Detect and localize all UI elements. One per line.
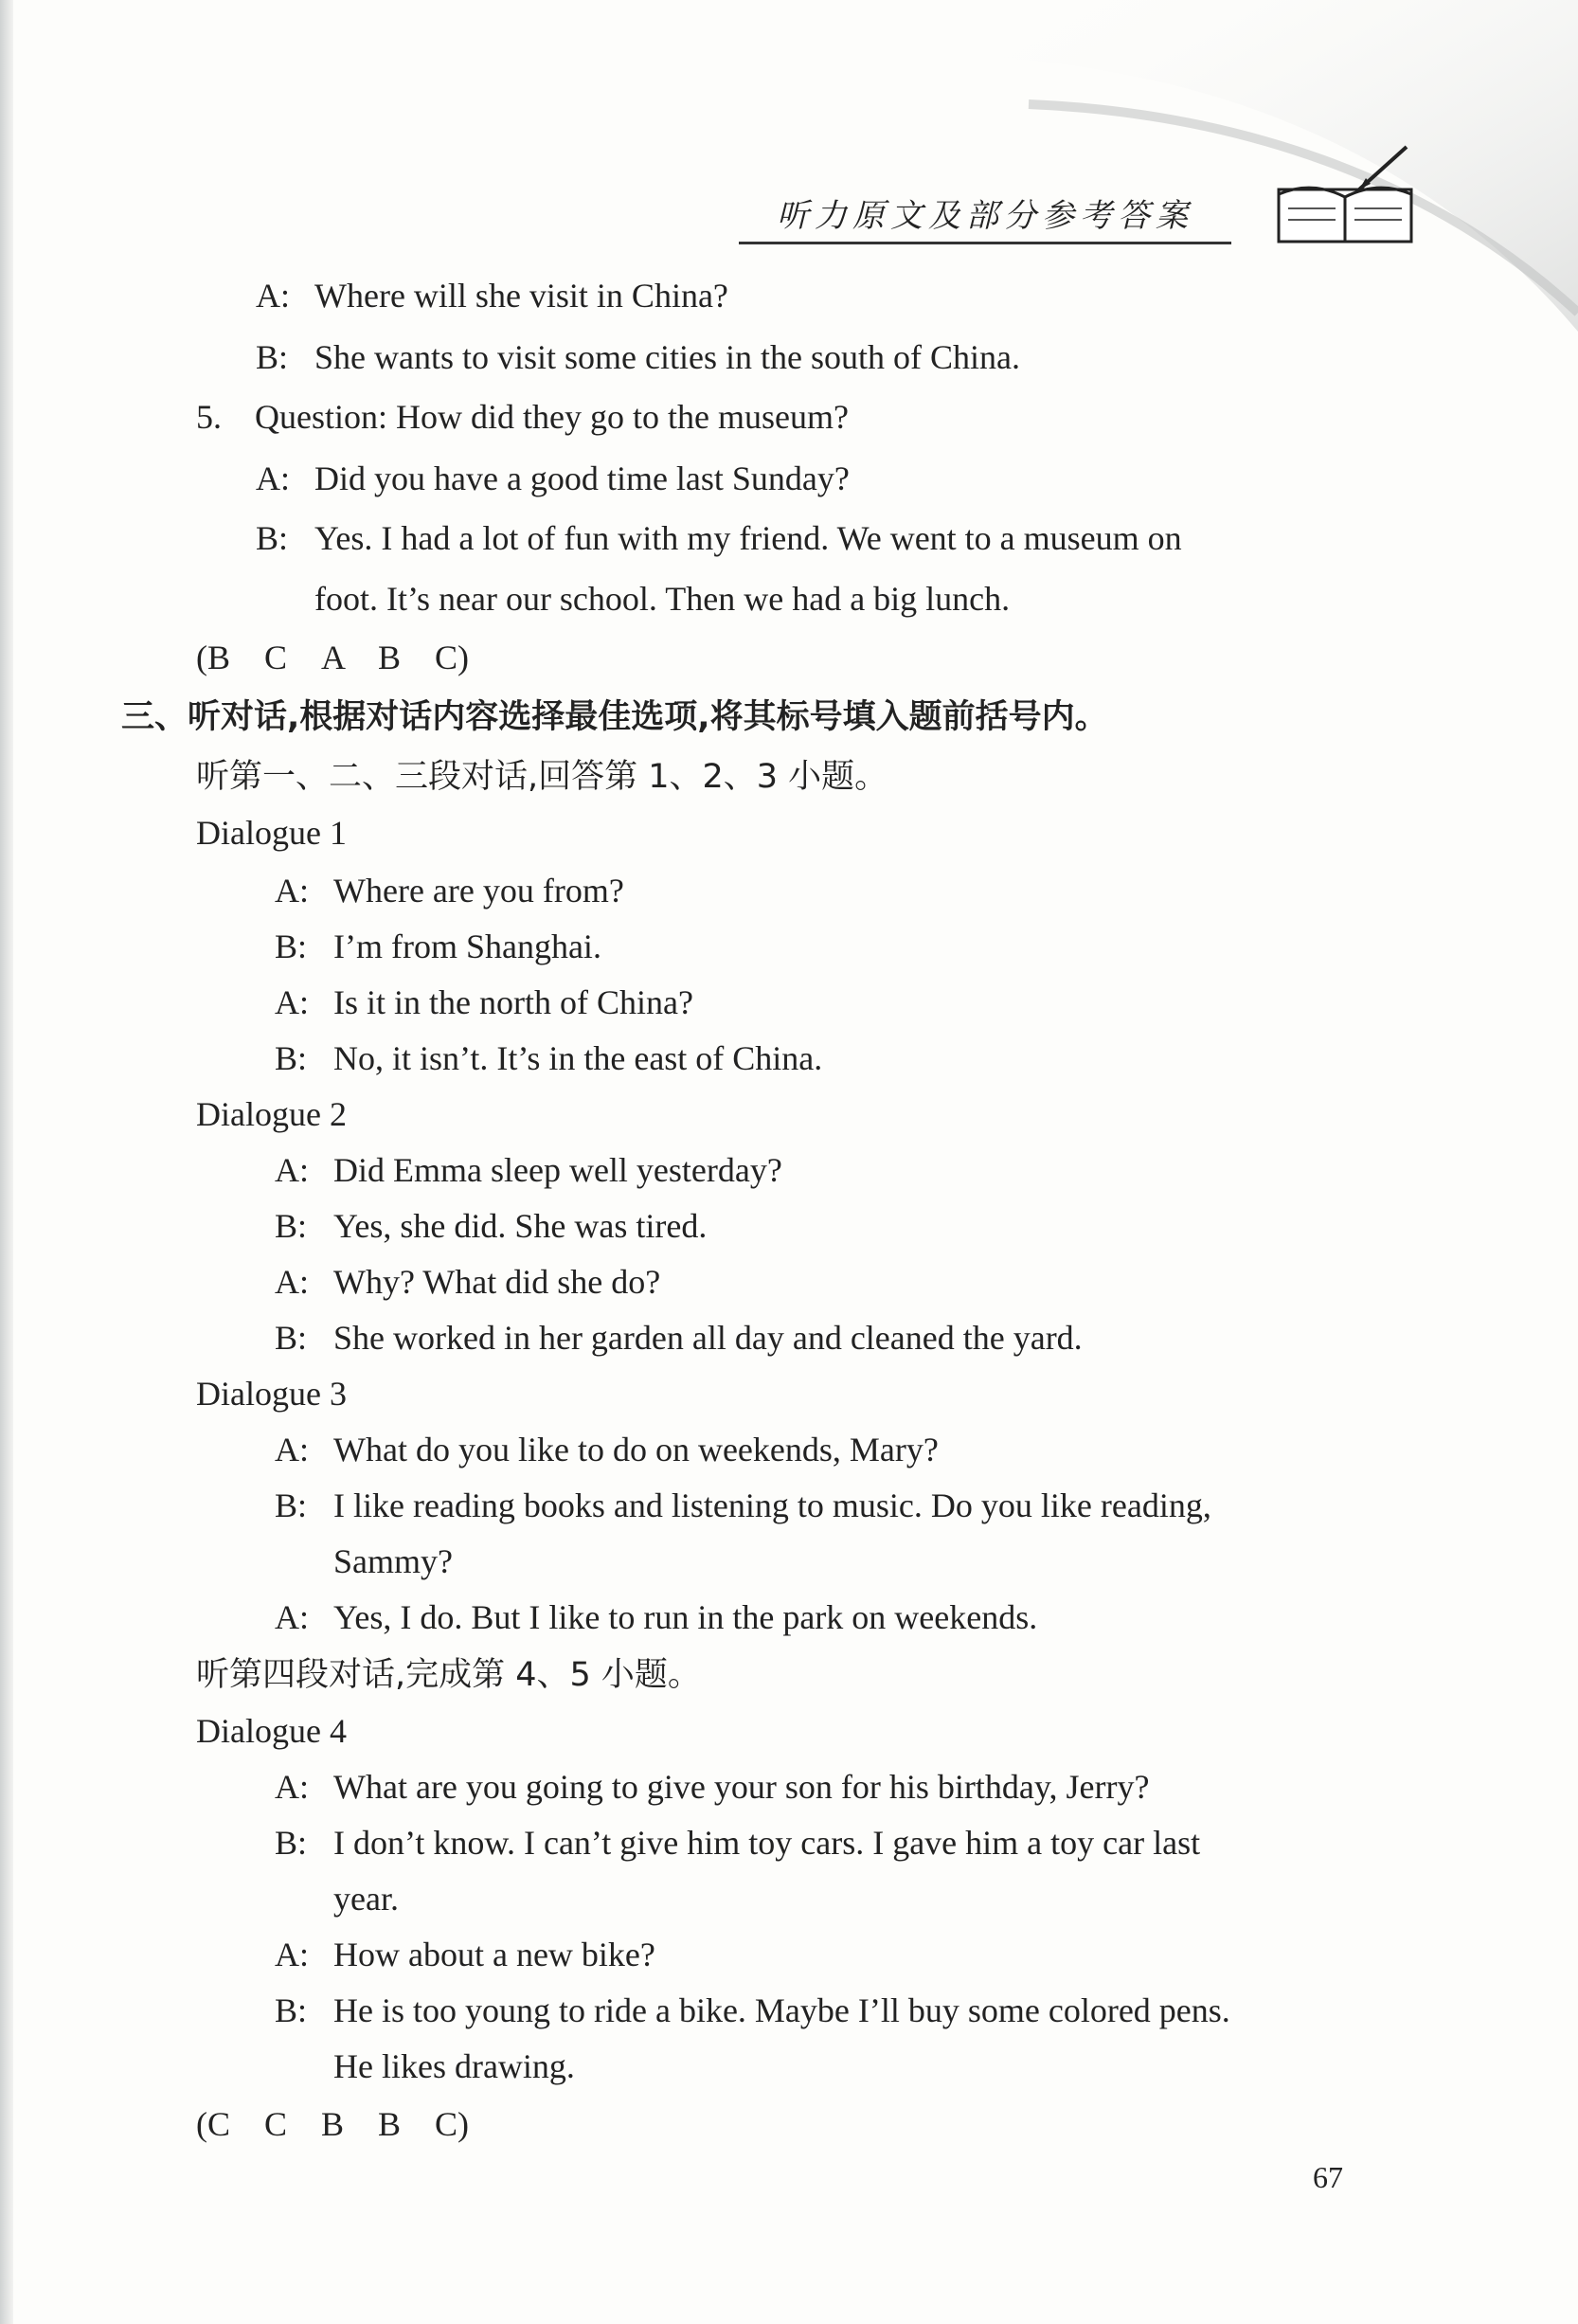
- speaker-label: A:: [275, 1768, 309, 1806]
- dialogue-line: [275, 1485, 1211, 1526]
- dialogue-title: Dialogue 2: [196, 1095, 347, 1133]
- dialogue-text: No, it isn’t. It’s in the east of China.: [333, 1039, 823, 1077]
- book-pen-icon: [1269, 142, 1421, 256]
- question-number: 5.: [196, 398, 222, 436]
- speaker-label: A:: [275, 872, 309, 910]
- dialogue-text: Yes. I had a lot of fun with my friend. We went to a museum on: [314, 519, 1182, 557]
- dialogue-line: [275, 1822, 1200, 1864]
- dialogue-line: [275, 1317, 1083, 1359]
- dialogue-line: [256, 517, 1182, 559]
- page-edge-shadow: [0, 0, 13, 2324]
- dialogue-title: Dialogue 3: [196, 1375, 347, 1413]
- dialogue-continuation: foot. It’s near our school. Then we had a big lunch.: [314, 580, 1011, 618]
- speaker-label: B:: [275, 1207, 308, 1245]
- instruction: 听第一、二、三段对话,回答第 1、2、3 小题。: [196, 758, 888, 796]
- dialogue-text: Did Emma sleep well yesterday?: [333, 1151, 782, 1189]
- speaker-label: A:: [275, 983, 309, 1021]
- dialogue-text: Did you have a good time last Sunday?: [314, 459, 850, 497]
- speaker-label: A:: [256, 277, 290, 315]
- dialogue-line: [256, 458, 850, 499]
- page-number: 67: [1313, 2160, 1343, 2194]
- dialogue-line: [256, 336, 1020, 378]
- speaker-label: A:: [275, 1598, 309, 1636]
- dialogue-text: She wants to visit some cities in the south of China.: [314, 338, 1020, 376]
- dialogue-title: Dialogue 4: [196, 1712, 347, 1750]
- speaker-label: A:: [275, 1263, 309, 1301]
- dialogue-text: He is too young to ride a bike. Maybe I’ll buy some colored pens.: [333, 1991, 1230, 2029]
- dialogue-line: [275, 1429, 939, 1470]
- dialogue-continuation: Sammy?: [333, 1542, 453, 1580]
- speaker-label: B:: [275, 1486, 308, 1524]
- dialogue-text: Is it in the north of China?: [333, 983, 693, 1021]
- section-heading: 三、听对话,根据对话内容选择最佳选项,将其标号填入题前括号内。: [121, 698, 1108, 736]
- speaker-label: A:: [275, 1431, 309, 1468]
- dialogue-continuation: year.: [333, 1880, 399, 1918]
- dialogue-continuation: He likes drawing.: [333, 2047, 575, 2085]
- question-5: [196, 396, 849, 438]
- dialogue-text: Yes, she did. She was tired.: [333, 1207, 708, 1245]
- dialogue-line: [275, 1766, 1149, 1808]
- speaker-label: A:: [256, 459, 290, 497]
- question-text: Question: How did they go to the museum?: [255, 398, 849, 436]
- dialogue-text: Where are you from?: [333, 872, 624, 910]
- answer-key: (C C B B C): [196, 2105, 470, 2143]
- speaker-label: B:: [275, 1991, 308, 2029]
- dialogue-line: [275, 1261, 660, 1303]
- dialogue-line: [275, 1596, 1037, 1638]
- speaker-label: B:: [256, 519, 289, 557]
- dialogue-text: I’m from Shanghai.: [333, 928, 601, 965]
- speaker-label: B:: [275, 1039, 308, 1077]
- dialogue-title: Dialogue 1: [196, 814, 347, 852]
- speaker-label: A:: [275, 1936, 309, 1973]
- dialogue-text: What do you like to do on weekends, Mary?: [333, 1431, 939, 1468]
- dialogue-line: [275, 982, 693, 1023]
- dialogue-line: [275, 1934, 655, 1975]
- answer-key: (B C A B C): [196, 639, 470, 676]
- dialogue-line: [275, 1037, 822, 1079]
- dialogue-line: [275, 1990, 1230, 2031]
- dialogue-text: What are you going to give your son for his birthday, Jerry?: [333, 1768, 1150, 1806]
- dialogue-text: Why? What did she do?: [333, 1263, 661, 1301]
- dialogue-line: [275, 1149, 782, 1191]
- dialogue-line: [275, 870, 624, 911]
- dialogue-text: How about a new bike?: [333, 1936, 655, 1973]
- dialogue-text: I don’t know. I can’t give him toy cars. I gave him a toy car last: [333, 1824, 1201, 1862]
- dialogue-line: [275, 926, 601, 967]
- speaker-label: B:: [275, 1824, 308, 1862]
- speaker-label: B:: [275, 928, 308, 965]
- header-title: 听力原文及部分参考答案: [739, 189, 1231, 244]
- instruction: 听第四段对话,完成第 4、5 小题。: [196, 1656, 701, 1694]
- speaker-label: A:: [275, 1151, 309, 1189]
- dialogue-text: Yes, I do. But I like to run in the park on weekends.: [333, 1598, 1038, 1636]
- dialogue-line: [256, 275, 728, 316]
- dialogue-line: [275, 1205, 707, 1247]
- speaker-label: B:: [275, 1319, 308, 1357]
- dialogue-text: She worked in her garden all day and cleaned the yard.: [333, 1319, 1083, 1357]
- dialogue-text: Where will she visit in China?: [314, 277, 728, 315]
- speaker-label: B:: [256, 338, 289, 376]
- dialogue-text: I like reading books and listening to music. Do you like reading,: [333, 1486, 1211, 1524]
